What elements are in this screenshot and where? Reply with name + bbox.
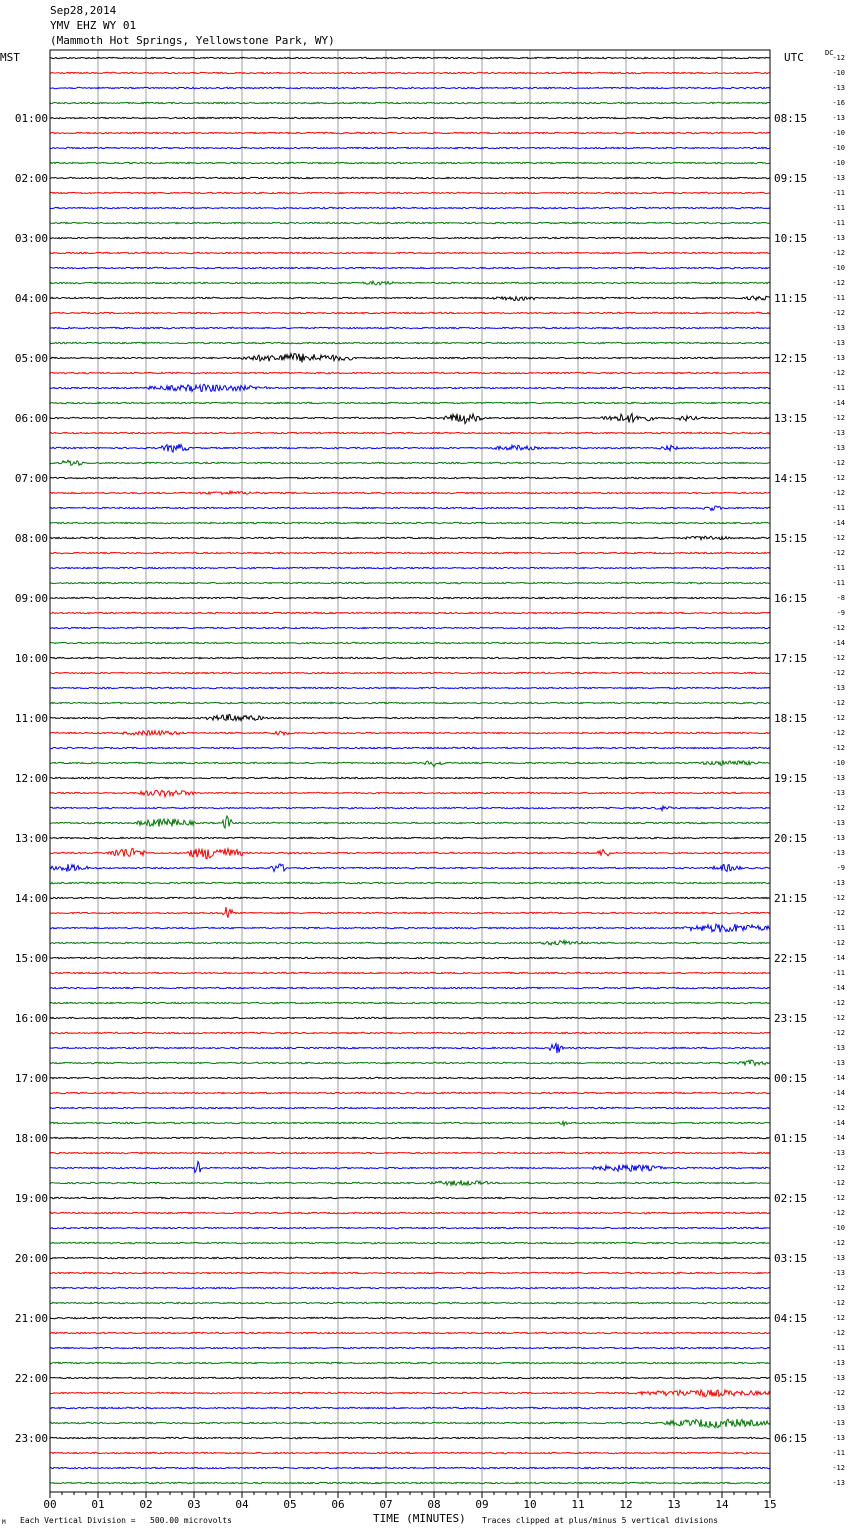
trace-line [50, 612, 770, 613]
trace-offset-labels [832, 54, 845, 1487]
utc-hour-label: 08:15 [774, 112, 808, 125]
trace-line [50, 777, 770, 778]
trace-line [50, 402, 770, 403]
utc-hour-labels [774, 112, 807, 1445]
trace-line [50, 1302, 770, 1303]
trace-line [50, 1162, 770, 1173]
x-tick-label: 15 [763, 1498, 777, 1511]
trace-offset-label: -13 [832, 1269, 845, 1277]
trace-offset-label: -13 [832, 1374, 845, 1382]
minute-grid [98, 50, 722, 1492]
trace-line [50, 117, 770, 118]
utc-hour-label: 16:15 [774, 592, 808, 605]
trace-line [50, 1107, 770, 1108]
trace-line [50, 222, 770, 223]
x-tick-label: 13 [667, 1498, 681, 1511]
trace-offset-label: -13 [832, 879, 845, 887]
trace-offset-label: -14 [832, 639, 845, 647]
trace-line [50, 102, 770, 103]
trace-line [50, 987, 770, 988]
trace-line [50, 1377, 770, 1378]
trace-offset-label: -14 [832, 1119, 845, 1127]
x-tick-label: 01 [91, 1498, 105, 1511]
trace-line [50, 761, 770, 767]
trace-line [50, 597, 770, 598]
trace-line [50, 897, 770, 898]
trace-offset-label: -11 [832, 579, 845, 587]
trace-line [50, 132, 770, 133]
trace-line [50, 522, 770, 523]
trace-line [50, 477, 770, 478]
trace-offset-label: -13 [832, 114, 845, 122]
trace-line [50, 162, 770, 163]
trace-offset-label: -13 [832, 774, 845, 782]
trace-offset-label: -11 [832, 969, 845, 977]
x-tick-label: 11 [571, 1498, 585, 1511]
utc-hour-label: 18:15 [774, 712, 808, 725]
trace-offset-label: -11 [832, 384, 845, 392]
plot-frame [50, 50, 770, 1492]
trace-offset-label: -16 [832, 99, 845, 107]
trace-offset-label: -13 [832, 834, 845, 842]
trace-offset-label: -12 [832, 459, 845, 467]
trace-offset-label: -13 [832, 849, 845, 857]
trace-line [50, 1407, 770, 1408]
trace-line [50, 192, 770, 193]
trace-offset-label: -12 [832, 489, 845, 497]
trace-line [50, 837, 770, 838]
trace-offset-label: -12 [832, 534, 845, 542]
trace-offset-label: -12 [832, 1014, 845, 1022]
trace-offset-label: -12 [832, 1299, 845, 1307]
trace-line [50, 1180, 770, 1185]
trace-line [50, 57, 770, 58]
trace-offset-label: -10 [832, 1224, 845, 1232]
mst-hour-label: 18:00 [14, 1132, 48, 1145]
trace-line [50, 72, 770, 73]
trace-offset-label: -12 [832, 729, 845, 737]
trace-offset-label: -11 [832, 924, 845, 932]
utc-hour-label: 11:15 [774, 292, 808, 305]
utc-hour-label: 13:15 [774, 412, 808, 425]
trace-offset-label: -13 [832, 1254, 845, 1262]
trace-line [50, 444, 770, 452]
trace-offset-label: -13 [832, 354, 845, 362]
trace-line [50, 1137, 770, 1138]
trace-offset-label: -12 [832, 999, 845, 1007]
seismic-traces [50, 57, 770, 1483]
utc-hour-label: 15:15 [774, 532, 808, 545]
trace-line [50, 1002, 770, 1003]
utc-hour-label: 17:15 [774, 652, 808, 665]
trace-line [50, 1317, 770, 1318]
utc-hour-label: 12:15 [774, 352, 808, 365]
trace-line [50, 1152, 770, 1153]
trace-line [50, 536, 770, 540]
mst-hour-label: 13:00 [14, 832, 48, 845]
trace-line [50, 957, 770, 958]
trace-line [50, 372, 770, 373]
mst-hour-labels [15, 112, 48, 1445]
trace-offset-label: -13 [832, 1359, 845, 1367]
trace-offset-label: -12 [832, 279, 845, 287]
trace-offset-label: -10 [832, 759, 845, 767]
x-tick-label: 00 [43, 1498, 57, 1511]
trace-line [50, 296, 770, 300]
trace-offset-label: -14 [832, 1074, 845, 1082]
trace-offset-label: -13 [832, 1149, 845, 1157]
trace-offset-label: -12 [832, 549, 845, 557]
trace-line [50, 1092, 770, 1093]
x-tick-label: 04 [235, 1498, 249, 1511]
trace-line [50, 1272, 770, 1273]
x-tick-label: 05 [283, 1498, 297, 1511]
mst-hour-label: 15:00 [14, 952, 48, 965]
trace-line [50, 1017, 770, 1018]
trace-offset-label: -12 [832, 1329, 845, 1337]
utc-hour-label: 00:15 [774, 1072, 808, 1085]
trace-offset-label: -9 [836, 609, 845, 617]
trace-line [50, 491, 770, 494]
trace-line [50, 1347, 770, 1348]
x-axis-ticks [43, 1492, 776, 1511]
trace-offset-label: -13 [832, 1479, 845, 1487]
trace-line [50, 702, 770, 703]
trace-line [50, 414, 770, 424]
trace-offset-label: -12 [832, 249, 845, 257]
mst-hour-label: 20:00 [14, 1252, 48, 1265]
trace-offset-label: -12 [832, 939, 845, 947]
trace-offset-label: -12 [832, 474, 845, 482]
trace-line [50, 806, 770, 810]
trace-line [50, 312, 770, 313]
trace-line [50, 1121, 770, 1125]
dc-label: DC [825, 49, 834, 57]
utc-hour-label: 20:15 [774, 832, 808, 845]
trace-line [50, 715, 770, 721]
mst-hour-label: 21:00 [14, 1312, 48, 1325]
mst-hour-label: 02:00 [14, 172, 48, 185]
trace-line [50, 1197, 770, 1198]
utc-hour-label: 14:15 [774, 472, 808, 485]
trace-line [50, 432, 770, 433]
trace-offset-label: -14 [832, 1089, 845, 1097]
trace-offset-label: -12 [832, 1209, 845, 1217]
trace-offset-label: -10 [832, 144, 845, 152]
trace-offset-label: -12 [832, 699, 845, 707]
trace-line [50, 1332, 770, 1333]
x-tick-label: 10 [523, 1498, 537, 1511]
trace-offset-label: -11 [832, 504, 845, 512]
trace-line [50, 87, 770, 88]
trace-line [50, 552, 770, 553]
trace-line [50, 147, 770, 148]
trace-offset-label: -11 [832, 1344, 845, 1352]
header-date: Sep28,2014 [50, 4, 117, 17]
trace-offset-label: -13 [832, 1434, 845, 1442]
frame-rect [50, 50, 770, 1492]
trace-line [50, 882, 770, 883]
trace-line [50, 207, 770, 208]
mst-hour-label: 09:00 [14, 592, 48, 605]
trace-line [50, 940, 770, 945]
trace-line [50, 281, 770, 285]
trace-offset-label: -11 [832, 189, 845, 197]
mst-hour-label: 22:00 [14, 1372, 48, 1385]
mst-hour-label: 19:00 [14, 1192, 48, 1205]
trace-offset-label: -12 [832, 804, 845, 812]
trace-line [50, 1287, 770, 1288]
mst-hour-label: 06:00 [14, 412, 48, 425]
trace-offset-label: -12 [832, 1104, 845, 1112]
trace-offset-label: -12 [832, 1029, 845, 1037]
trace-line [50, 747, 770, 748]
mst-hour-label: 03:00 [14, 232, 48, 245]
trace-offset-label: -12 [832, 1179, 845, 1187]
trace-line [50, 1419, 770, 1428]
mst-hour-label: 23:00 [14, 1432, 48, 1445]
trace-line [50, 1060, 770, 1065]
trace-offset-label: -11 [832, 294, 845, 302]
trace-offset-label: -12 [832, 669, 845, 677]
utc-hour-label: 02:15 [774, 1192, 808, 1205]
mst-hour-label: 07:00 [14, 472, 48, 485]
trace-line [50, 924, 770, 932]
utc-hour-label: 03:15 [774, 1252, 808, 1265]
trace-line [50, 627, 770, 628]
trace-offset-label: -12 [832, 1284, 845, 1292]
trace-line [50, 1227, 770, 1228]
trace-offset-label: -9 [836, 864, 845, 872]
trace-line [50, 731, 770, 736]
mst-hour-label: 12:00 [14, 772, 48, 785]
trace-line [50, 1257, 770, 1258]
mst-hour-label: 16:00 [14, 1012, 48, 1025]
utc-hour-label: 09:15 [774, 172, 808, 185]
utc-hour-label: 21:15 [774, 892, 808, 905]
trace-offset-label: -12 [832, 654, 845, 662]
trace-line [50, 1212, 770, 1213]
trace-offset-label: -14 [832, 399, 845, 407]
trace-offset-label: -12 [832, 54, 845, 62]
trace-offset-label: -13 [832, 1419, 845, 1427]
trace-line [50, 1452, 770, 1453]
trace-line [50, 342, 770, 343]
trace-offset-label: -12 [832, 624, 845, 632]
trace-line [50, 177, 770, 178]
trace-line [50, 687, 770, 688]
trace-offset-label: -12 [832, 1389, 845, 1397]
x-tick-label: 08 [427, 1498, 441, 1511]
trace-line [50, 1362, 770, 1363]
utc-hour-label: 04:15 [774, 1312, 808, 1325]
mst-hour-label: 05:00 [14, 352, 48, 365]
trace-offset-label: -13 [832, 1044, 845, 1052]
utc-hour-label: 10:15 [774, 232, 808, 245]
trace-line [50, 1032, 770, 1033]
trace-offset-label: -13 [832, 1059, 845, 1067]
trace-line [50, 1077, 770, 1078]
mst-hour-label: 04:00 [14, 292, 48, 305]
trace-offset-label: -10 [832, 159, 845, 167]
scale-note: Each Vertical Division = 500.00 microvolts [20, 1516, 232, 1525]
trace-line [50, 384, 770, 391]
trace-line [50, 460, 770, 465]
trace-offset-label: -13 [832, 819, 845, 827]
trace-offset-label: -13 [832, 789, 845, 797]
trace-line [50, 1482, 770, 1483]
x-tick-label: 06 [331, 1498, 345, 1511]
trace-offset-label: -10 [832, 129, 845, 137]
trace-offset-label: -13 [832, 444, 845, 452]
trace-offset-label: -11 [832, 204, 845, 212]
trace-offset-label: -12 [832, 714, 845, 722]
mst-axis-label: MST [0, 51, 20, 64]
trace-offset-label: -13 [832, 234, 845, 242]
trace-offset-label: -12 [832, 1314, 845, 1322]
trace-offset-label: -12 [832, 1464, 845, 1472]
trace-line [50, 672, 770, 673]
trace-offset-label: -12 [832, 744, 845, 752]
trace-offset-label: -14 [832, 1134, 845, 1142]
x-tick-label: 14 [715, 1498, 729, 1511]
trace-offset-label: -13 [832, 429, 845, 437]
clip-note: Traces clipped at plus/minus 5 vertical divisions [482, 1516, 719, 1525]
trace-line [50, 267, 770, 268]
trace-line [50, 816, 770, 828]
trace-line [50, 657, 770, 658]
trace-line [50, 907, 770, 918]
mst-hour-label: 01:00 [14, 112, 48, 125]
mst-hour-label: 17:00 [14, 1072, 48, 1085]
trace-line [50, 252, 770, 253]
x-tick-label: 02 [139, 1498, 153, 1511]
trace-offset-label: -14 [832, 954, 845, 962]
trace-line [50, 790, 770, 797]
trace-offset-label: -13 [832, 339, 845, 347]
utc-hour-label: 22:15 [774, 952, 808, 965]
trace-line [50, 972, 770, 973]
trace-line [50, 642, 770, 643]
trace-line [50, 864, 770, 872]
trace-offset-label: -13 [832, 684, 845, 692]
trace-offset-label: -14 [832, 519, 845, 527]
utc-hour-label: 23:15 [774, 1012, 808, 1025]
trace-offset-label: -11 [832, 219, 845, 227]
trace-offset-label: -12 [832, 369, 845, 377]
mst-hour-label: 11:00 [14, 712, 48, 725]
trace-offset-label: -12 [832, 309, 845, 317]
mst-hour-label: 08:00 [14, 532, 48, 545]
trace-offset-label: -8 [836, 594, 845, 602]
trace-line [50, 1390, 770, 1397]
trace-offset-label: -10 [832, 264, 845, 272]
x-tick-label: 03 [187, 1498, 201, 1511]
mst-hour-label: 14:00 [14, 892, 48, 905]
trace-line [50, 237, 770, 238]
trace-offset-label: -10 [832, 69, 845, 77]
header-location: (Mammoth Hot Springs, Yellowstone Park, WY) [50, 34, 335, 47]
utc-hour-label: 05:15 [774, 1372, 808, 1385]
trace-offset-label: -12 [832, 909, 845, 917]
utc-hour-label: 06:15 [774, 1432, 808, 1445]
trace-offset-label: -13 [832, 1404, 845, 1412]
trace-offset-label: -12 [832, 894, 845, 902]
trace-line [50, 1044, 770, 1054]
corner-mark: M [2, 1519, 6, 1526]
trace-offset-label: -12 [832, 1164, 845, 1172]
trace-offset-label: -12 [832, 414, 845, 422]
trace-offset-label: -13 [832, 174, 845, 182]
trace-line [50, 1467, 770, 1468]
trace-line [50, 1242, 770, 1243]
trace-offset-label: -12 [832, 1239, 845, 1247]
trace-line [50, 506, 770, 510]
utc-axis-label: UTC [784, 51, 804, 64]
trace-line [50, 354, 770, 363]
trace-offset-label: -13 [832, 84, 845, 92]
trace-line [50, 327, 770, 328]
trace-offset-label: -13 [832, 324, 845, 332]
trace-offset-label: -11 [832, 1449, 845, 1457]
header-station: YMV EHZ WY 01 [50, 19, 137, 32]
x-tick-label: 12 [619, 1498, 633, 1511]
mst-hour-label: 10:00 [14, 652, 48, 665]
x-tick-label: 07 [379, 1498, 393, 1511]
trace-line [50, 848, 770, 858]
x-axis-title: TIME (MINUTES) [373, 1512, 466, 1525]
trace-offset-label: -12 [832, 1194, 845, 1202]
utc-hour-label: 19:15 [774, 772, 808, 785]
utc-hour-label: 01:15 [774, 1132, 808, 1145]
trace-offset-label: -14 [832, 984, 845, 992]
trace-line [50, 567, 770, 568]
x-tick-label: 09 [475, 1498, 489, 1511]
trace-line [50, 1437, 770, 1438]
trace-offset-label: -11 [832, 564, 845, 572]
trace-line [50, 582, 770, 583]
